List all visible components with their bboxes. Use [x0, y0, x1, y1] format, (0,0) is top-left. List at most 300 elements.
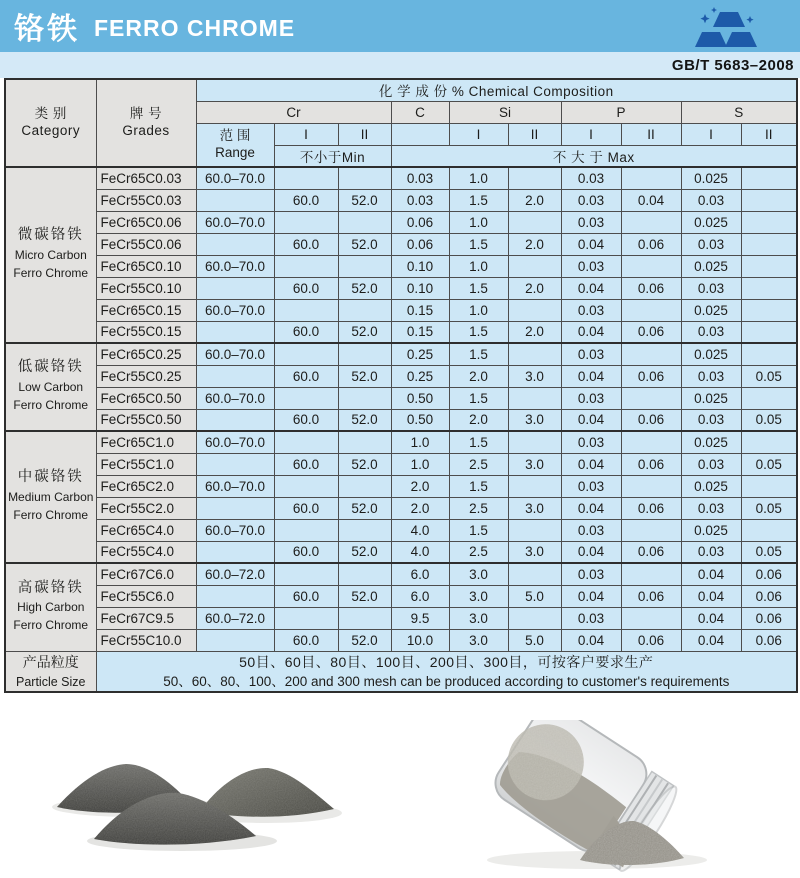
value-cell-c: 4.0	[391, 541, 449, 563]
value-cell-range: 60.0–70.0	[196, 387, 274, 409]
grade-cell: FeCr65C1.0	[96, 431, 196, 453]
value-cell-s1: 0.03	[681, 497, 741, 519]
grade-cell: FeCr65C4.0	[96, 519, 196, 541]
value-cell-si2: 2.0	[508, 321, 561, 343]
col-header-si-I: I	[449, 123, 508, 145]
value-cell-si2	[508, 211, 561, 233]
value-cell-si1: 3.0	[449, 585, 508, 607]
value-cell-si2: 2.0	[508, 189, 561, 211]
col-header-c-blank	[391, 123, 449, 145]
table-row	[5, 607, 797, 629]
category-label: 低碳铬铁	[17, 359, 84, 376]
value-cell-c: 1.0	[391, 431, 449, 453]
category-cell	[5, 343, 96, 431]
value-cell-cr1	[274, 255, 338, 277]
value-cell-cr2	[338, 255, 391, 277]
table-row	[5, 211, 797, 233]
value-cell-si1: 1.0	[449, 299, 508, 321]
category-header-en: Category	[21, 123, 81, 138]
grade-cell: FeCr55C6.0	[96, 585, 196, 607]
table-row	[5, 365, 797, 387]
value-cell-p2: 0.06	[621, 277, 681, 299]
value-cell-p1: 0.03	[561, 607, 621, 629]
value-cell-p1: 0.03	[561, 167, 621, 189]
col-header-range	[196, 123, 274, 167]
value-cell-s1: 0.03	[681, 365, 741, 387]
value-cell-c: 0.03	[391, 189, 449, 211]
value-cell-p2: 0.06	[621, 365, 681, 387]
value-cell-range	[196, 409, 274, 431]
value-cell-c: 0.15	[391, 321, 449, 343]
value-cell-p2	[621, 607, 681, 629]
grades-header-zh: 牌 号	[129, 106, 163, 122]
value-cell-p1: 0.03	[561, 519, 621, 541]
value-cell-p2	[621, 387, 681, 409]
range-header-en: Range	[215, 144, 255, 160]
particle-text-en: 50、60、80、100、200 and 300 mesh can be produced according to customer's requirements	[163, 673, 730, 689]
category-label: Micro Carbon	[14, 247, 87, 262]
value-cell-s2	[741, 255, 797, 277]
col-header-p: P	[561, 101, 681, 123]
value-cell-range	[196, 453, 274, 475]
value-cell-cr2	[338, 563, 391, 585]
value-cell-cr2	[338, 211, 391, 233]
value-cell-cr2	[338, 167, 391, 189]
grade-cell: FeCr65C0.50	[96, 387, 196, 409]
value-cell-s2	[741, 321, 797, 343]
value-cell-s2	[741, 233, 797, 255]
value-cell-cr1: 60.0	[274, 453, 338, 475]
grade-cell: FeCr55C0.15	[96, 321, 196, 343]
value-cell-si1: 1.5	[449, 519, 508, 541]
value-cell-s2	[741, 519, 797, 541]
grade-cell: FeCr55C10.0	[96, 629, 196, 651]
value-cell-p2: 0.04	[621, 189, 681, 211]
value-cell-si2: 2.0	[508, 233, 561, 255]
value-cell-range: 60.0–70.0	[196, 475, 274, 497]
category-label: Medium Carbon	[8, 489, 94, 504]
table-row	[5, 585, 797, 607]
value-cell-range: 60.0–72.0	[196, 607, 274, 629]
value-cell-cr1	[274, 387, 338, 409]
value-cell-si1: 1.5	[449, 233, 508, 255]
table-row	[5, 343, 797, 365]
value-cell-range	[196, 277, 274, 299]
composition-table	[4, 78, 798, 693]
value-cell-si2: 2.0	[508, 277, 561, 299]
value-cell-p1: 0.04	[561, 321, 621, 343]
value-cell-si1: 1.5	[449, 431, 508, 453]
value-cell-si2: 3.0	[508, 365, 561, 387]
col-header-si: Si	[449, 101, 561, 123]
value-cell-s1: 0.025	[681, 211, 741, 233]
category-label: 中碳铬铁	[17, 469, 84, 486]
category-label: Low Carbon	[18, 379, 84, 394]
range-header-zh: 范 围	[219, 127, 251, 143]
value-cell-cr2	[338, 431, 391, 453]
value-cell-cr2: 52.0	[338, 189, 391, 211]
value-cell-range	[196, 585, 274, 607]
category-cell	[5, 563, 96, 651]
value-cell-range: 60.0–70.0	[196, 431, 274, 453]
table-row	[5, 167, 797, 189]
table-row	[5, 541, 797, 563]
value-cell-range: 60.0–70.0	[196, 343, 274, 365]
value-cell-c: 0.50	[391, 409, 449, 431]
standard-strip	[0, 52, 800, 78]
grade-cell: FeCr55C0.06	[96, 233, 196, 255]
value-cell-si2	[508, 167, 561, 189]
title-bar	[0, 0, 800, 52]
min-label: 不小于Min	[274, 145, 391, 167]
value-cell-range	[196, 497, 274, 519]
category-header-zh: 类 别	[34, 106, 67, 122]
col-header-p-II: II	[621, 123, 681, 145]
value-cell-cr2: 52.0	[338, 541, 391, 563]
value-cell-p1: 0.03	[561, 211, 621, 233]
particle-size-row	[5, 651, 797, 692]
value-cell-cr1: 60.0	[274, 497, 338, 519]
value-cell-range	[196, 541, 274, 563]
col-header-c: C	[391, 101, 449, 123]
value-cell-p1: 0.04	[561, 497, 621, 519]
value-cell-s1: 0.03	[681, 409, 741, 431]
table-row	[5, 233, 797, 255]
category-label: Ferro Chrome	[13, 397, 89, 412]
value-cell-cr2: 52.0	[338, 585, 391, 607]
value-cell-s2: 0.05	[741, 365, 797, 387]
value-cell-s1: 0.025	[681, 255, 741, 277]
value-cell-p2	[621, 431, 681, 453]
grade-cell: FeCr67C6.0	[96, 563, 196, 585]
value-cell-p2	[621, 519, 681, 541]
value-cell-s1: 0.04	[681, 585, 741, 607]
grades-header-en: Grades	[122, 123, 170, 138]
value-cell-s1: 0.04	[681, 563, 741, 585]
value-cell-si2	[508, 431, 561, 453]
table-row	[5, 277, 797, 299]
value-cell-c: 0.06	[391, 211, 449, 233]
value-cell-range: 60.0–70.0	[196, 299, 274, 321]
value-cell-c: 0.25	[391, 343, 449, 365]
value-cell-si1: 1.5	[449, 189, 508, 211]
value-cell-si1: 1.5	[449, 277, 508, 299]
value-cell-cr1: 60.0	[274, 629, 338, 651]
table-row	[5, 453, 797, 475]
value-cell-cr1	[274, 299, 338, 321]
grade-cell: FeCr65C0.25	[96, 343, 196, 365]
col-header-s: S	[681, 101, 797, 123]
value-cell-c: 6.0	[391, 585, 449, 607]
col-header-p-I: I	[561, 123, 621, 145]
value-cell-p2: 0.06	[621, 321, 681, 343]
value-cell-p1: 0.03	[561, 343, 621, 365]
value-cell-cr1: 60.0	[274, 321, 338, 343]
value-cell-p1: 0.03	[561, 299, 621, 321]
value-cell-cr1: 60.0	[274, 365, 338, 387]
value-cell-range: 60.0–70.0	[196, 167, 274, 189]
value-cell-cr1	[274, 211, 338, 233]
table-row	[5, 431, 797, 453]
value-cell-s2: 0.05	[741, 409, 797, 431]
value-cell-si2: 3.0	[508, 409, 561, 431]
value-cell-si2: 3.0	[508, 497, 561, 519]
value-cell-cr2: 52.0	[338, 277, 391, 299]
value-cell-si1: 2.5	[449, 497, 508, 519]
category-label: Ferro Chrome	[13, 618, 89, 632]
value-cell-p2	[621, 475, 681, 497]
value-cell-cr2	[338, 519, 391, 541]
value-cell-c: 0.25	[391, 365, 449, 387]
particle-label-en: Particle Size	[16, 674, 86, 689]
value-cell-si1: 2.5	[449, 541, 508, 563]
value-cell-si1: 1.0	[449, 167, 508, 189]
value-cell-p2: 0.06	[621, 409, 681, 431]
value-cell-p1: 0.04	[561, 409, 621, 431]
particle-size-label-cell	[5, 651, 96, 692]
value-cell-c: 9.5	[391, 607, 449, 629]
value-cell-s2: 0.05	[741, 453, 797, 475]
value-cell-cr1	[274, 607, 338, 629]
value-cell-si2	[508, 343, 561, 365]
value-cell-cr2: 52.0	[338, 497, 391, 519]
value-cell-si2: 5.0	[508, 629, 561, 651]
grade-cell: FeCr55C0.50	[96, 409, 196, 431]
value-cell-p2	[621, 563, 681, 585]
value-cell-s1: 0.025	[681, 299, 741, 321]
value-cell-range	[196, 629, 274, 651]
value-cell-si1: 1.0	[449, 255, 508, 277]
grade-cell: FeCr55C1.0	[96, 453, 196, 475]
value-cell-p2: 0.06	[621, 541, 681, 563]
value-cell-si2	[508, 563, 561, 585]
value-cell-cr2: 52.0	[338, 453, 391, 475]
value-cell-p1: 0.03	[561, 431, 621, 453]
value-cell-c: 10.0	[391, 629, 449, 651]
ingots-logo	[690, 6, 768, 52]
value-cell-p2	[621, 167, 681, 189]
value-cell-p1: 0.03	[561, 189, 621, 211]
value-cell-p1: 0.03	[561, 255, 621, 277]
value-cell-c: 0.10	[391, 277, 449, 299]
value-cell-s2: 0.05	[741, 541, 797, 563]
grade-cell: FeCr55C0.10	[96, 277, 196, 299]
value-cell-cr2	[338, 343, 391, 365]
value-cell-s1: 0.03	[681, 321, 741, 343]
value-cell-s2: 0.06	[741, 607, 797, 629]
value-cell-s2	[741, 387, 797, 409]
value-cell-cr2	[338, 607, 391, 629]
value-cell-cr1	[274, 431, 338, 453]
value-cell-range: 60.0–70.0	[196, 519, 274, 541]
value-cell-p2	[621, 343, 681, 365]
value-cell-range	[196, 189, 274, 211]
value-cell-cr1: 60.0	[274, 585, 338, 607]
table-row	[5, 475, 797, 497]
value-cell-si2: 3.0	[508, 453, 561, 475]
value-cell-s2	[741, 167, 797, 189]
value-cell-cr2: 52.0	[338, 409, 391, 431]
value-cell-s2: 0.05	[741, 497, 797, 519]
value-cell-range: 60.0–70.0	[196, 255, 274, 277]
col-header-cr-II: II	[338, 123, 391, 145]
value-cell-p1: 0.04	[561, 277, 621, 299]
value-cell-si2	[508, 255, 561, 277]
table-row	[5, 387, 797, 409]
value-cell-range: 60.0–70.0	[196, 211, 274, 233]
value-cell-cr1: 60.0	[274, 541, 338, 563]
value-cell-si1: 2.0	[449, 365, 508, 387]
value-cell-si2	[508, 607, 561, 629]
value-cell-s2	[741, 475, 797, 497]
value-cell-s1: 0.04	[681, 629, 741, 651]
value-cell-s1: 0.025	[681, 387, 741, 409]
powder-pile-back-right	[200, 768, 334, 817]
standard-number: GB/T 5683–2008	[671, 56, 794, 74]
grade-cell: FeCr55C4.0	[96, 541, 196, 563]
value-cell-s1: 0.025	[681, 475, 741, 497]
table-row	[5, 299, 797, 321]
value-cell-cr2	[338, 387, 391, 409]
value-cell-si1: 3.0	[449, 563, 508, 585]
table-row	[5, 519, 797, 541]
grade-cell: FeCr55C2.0	[96, 497, 196, 519]
powder-jar-photo	[462, 720, 742, 876]
value-cell-p2: 0.06	[621, 233, 681, 255]
value-cell-s1: 0.025	[681, 343, 741, 365]
value-cell-s1: 0.025	[681, 519, 741, 541]
value-cell-c: 1.0	[391, 453, 449, 475]
value-cell-cr2: 52.0	[338, 629, 391, 651]
category-cell	[5, 431, 96, 563]
value-cell-s1: 0.025	[681, 167, 741, 189]
col-header-cr-I: I	[274, 123, 338, 145]
table-row	[5, 189, 797, 211]
category-label: High Carbon	[17, 600, 85, 614]
col-header-s-II: II	[741, 123, 797, 145]
col-header-grades	[96, 79, 196, 167]
col-header-s-I: I	[681, 123, 741, 145]
value-cell-c: 6.0	[391, 563, 449, 585]
value-cell-s1: 0.03	[681, 233, 741, 255]
col-header-category	[5, 79, 96, 167]
value-cell-s2: 0.06	[741, 585, 797, 607]
value-cell-si1: 3.0	[449, 629, 508, 651]
value-cell-p2: 0.06	[621, 629, 681, 651]
value-cell-s1: 0.03	[681, 189, 741, 211]
value-cell-c: 4.0	[391, 519, 449, 541]
value-cell-p2: 0.06	[621, 585, 681, 607]
value-cell-cr1	[274, 563, 338, 585]
value-cell-c: 0.50	[391, 387, 449, 409]
category-label: Ferro Chrome	[13, 507, 89, 522]
value-cell-cr1: 60.0	[274, 233, 338, 255]
particle-text-zh: 50目、60目、80目、100目、200目、300目，可按客户要求生产	[239, 653, 654, 670]
value-cell-range: 60.0–72.0	[196, 563, 274, 585]
value-cell-cr1	[274, 167, 338, 189]
value-cell-c: 2.0	[391, 475, 449, 497]
value-cell-p2	[621, 255, 681, 277]
value-cell-s2	[741, 277, 797, 299]
value-cell-cr1: 60.0	[274, 277, 338, 299]
table-row	[5, 563, 797, 585]
value-cell-cr1: 60.0	[274, 409, 338, 431]
value-cell-p1: 0.04	[561, 585, 621, 607]
value-cell-s2	[741, 211, 797, 233]
value-cell-s2	[741, 431, 797, 453]
value-cell-p1: 0.03	[561, 387, 621, 409]
page-title-en: FERRO CHROME	[94, 14, 296, 41]
value-cell-p1: 0.03	[561, 563, 621, 585]
value-cell-cr1	[274, 343, 338, 365]
value-cell-s1: 0.03	[681, 541, 741, 563]
category-label: 微碳铬铁	[17, 227, 84, 244]
value-cell-p1: 0.03	[561, 475, 621, 497]
value-cell-s1: 0.03	[681, 277, 741, 299]
value-cell-p2	[621, 299, 681, 321]
value-cell-p1: 0.04	[561, 365, 621, 387]
value-cell-range	[196, 365, 274, 387]
category-label: Ferro Chrome	[13, 265, 89, 280]
value-cell-s1: 0.025	[681, 431, 741, 453]
page-title-zh: 铬铁	[14, 13, 80, 46]
value-cell-p1: 0.04	[561, 453, 621, 475]
value-cell-c: 0.15	[391, 299, 449, 321]
value-cell-s2	[741, 343, 797, 365]
value-cell-p2: 0.06	[621, 497, 681, 519]
value-cell-si1: 1.5	[449, 475, 508, 497]
value-cell-cr2: 52.0	[338, 365, 391, 387]
grade-cell: FeCr65C0.15	[96, 299, 196, 321]
grade-cell: FeCr55C0.25	[96, 365, 196, 387]
value-cell-si2	[508, 519, 561, 541]
value-cell-cr1: 60.0	[274, 189, 338, 211]
table-row	[5, 255, 797, 277]
value-cell-si2: 3.0	[508, 541, 561, 563]
value-cell-range	[196, 321, 274, 343]
value-cell-si2	[508, 299, 561, 321]
value-cell-c: 2.0	[391, 497, 449, 519]
category-cell	[5, 167, 96, 343]
grade-cell: FeCr65C0.06	[96, 211, 196, 233]
value-cell-si1: 1.5	[449, 321, 508, 343]
value-cell-s1: 0.03	[681, 453, 741, 475]
value-cell-cr1	[274, 475, 338, 497]
value-cell-p1: 0.04	[561, 629, 621, 651]
header-row-1	[5, 79, 797, 101]
value-cell-s2	[741, 299, 797, 321]
col-header-composition: 化 学 成 份 % Chemical Composition	[196, 79, 797, 101]
particle-size-text-cell	[96, 651, 797, 692]
value-cell-c: 0.03	[391, 167, 449, 189]
value-cell-s2: 0.06	[741, 563, 797, 585]
category-label: 高碳铬铁	[17, 579, 84, 596]
value-cell-si2	[508, 387, 561, 409]
table-row	[5, 321, 797, 343]
value-cell-s1: 0.04	[681, 607, 741, 629]
value-cell-s2: 0.06	[741, 629, 797, 651]
value-cell-cr2: 52.0	[338, 233, 391, 255]
col-header-cr: Cr	[196, 101, 391, 123]
value-cell-si1: 1.5	[449, 343, 508, 365]
value-cell-cr2	[338, 475, 391, 497]
value-cell-si1: 2.0	[449, 409, 508, 431]
value-cell-p2: 0.06	[621, 453, 681, 475]
table-row	[5, 409, 797, 431]
grade-cell: FeCr67C9.5	[96, 607, 196, 629]
powder-piles-photo	[42, 745, 342, 855]
grade-cell: FeCr65C0.03	[96, 167, 196, 189]
